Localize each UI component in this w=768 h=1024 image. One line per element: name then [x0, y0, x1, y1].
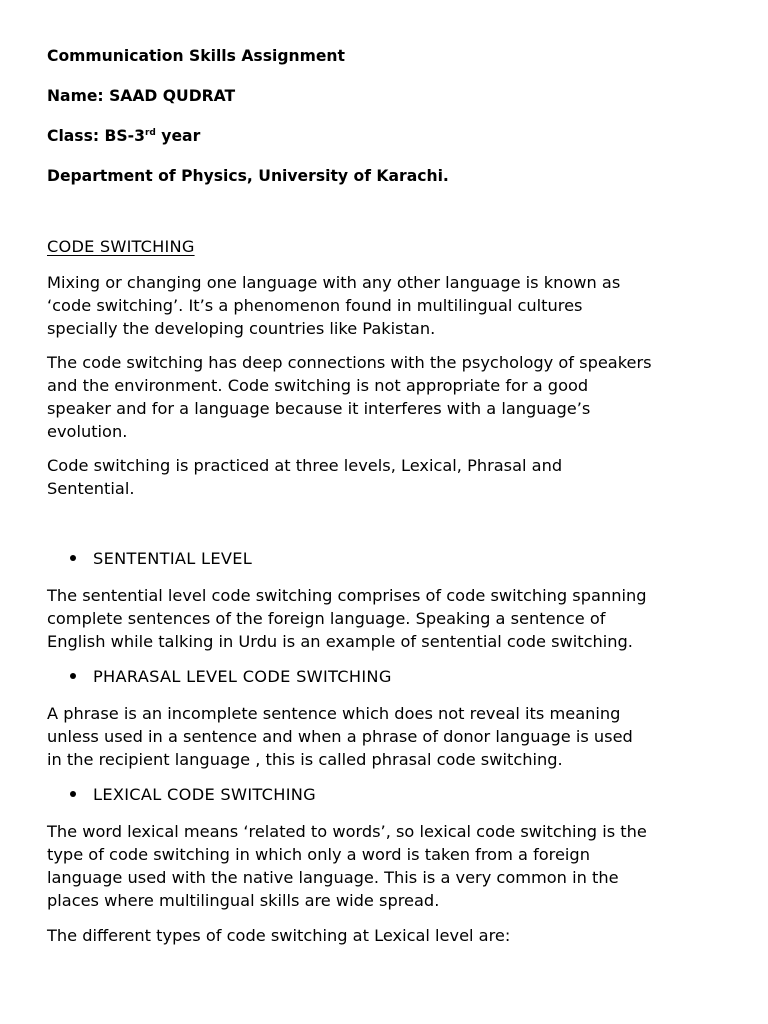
paragraph-line: A phrase is an incomplete sentence which does not reveal its meaning [47, 704, 621, 723]
bullet-sentential-level [70, 548, 252, 570]
closing-line [47, 924, 737, 947]
paragraph-line: The word lexical means ‘related to words’, so lexical code switching is the [47, 822, 647, 841]
class-superscript: rd [144, 128, 156, 138]
paragraph-line: type of code switching in which only a word is taken from a foreign [47, 845, 590, 864]
assignment-title: Communication Skills Assignment [47, 47, 345, 65]
student-class [47, 125, 200, 147]
bullet-icon [70, 555, 76, 561]
paragraph-line: language used with the native language. This is a very common in the [47, 868, 619, 887]
paragraph-definition [47, 271, 737, 340]
paragraph-line: The different types of code switching at Lexical level are: [47, 926, 511, 945]
paragraph-line: and the environment. Code switching is not appropriate for a good [47, 376, 589, 395]
bullet-lexical-level [70, 784, 316, 806]
paragraph-line: evolution. [47, 422, 128, 441]
paragraph-phrasal [47, 702, 737, 771]
paragraph-line: ‘code switching’. It’s a phenomenon found in multilingual cultures [47, 296, 583, 315]
paragraph-line: Mixing or changing one language with any other language is known as [47, 273, 621, 292]
bullet-label: PHARASAL LEVEL CODE SWITCHING [93, 667, 392, 686]
bullet-icon [70, 673, 76, 679]
paragraph-line: speaker and for a language because it interferes with a language’s [47, 399, 591, 418]
bullet-label: LEXICAL CODE SWITCHING [93, 785, 317, 804]
paragraph-line: specially the developing countries like Pakistan. [47, 319, 436, 338]
student-name: Name: SAAD QUDRAT [47, 87, 236, 105]
paragraph-line: Code switching is practiced at three levels, Lexical, Phrasal and [47, 456, 563, 475]
bullet-label: SENTENTIAL LEVEL [93, 549, 253, 568]
paragraph-sentential [47, 584, 737, 653]
paragraph-line: The code switching has deep connections with the psychology of speakers [47, 353, 652, 372]
bullet-icon [70, 791, 76, 797]
paragraph-line: Sentential. [47, 479, 135, 498]
paragraph-line: places where multilingual skills are wide spread. [47, 891, 440, 910]
class-prefix: Class: BS-3 [47, 127, 145, 145]
class-suffix: year [155, 127, 201, 145]
paragraph-levels [47, 454, 737, 500]
paragraph-line: The sentential level code switching comprises of code switching spanning [47, 586, 647, 605]
paragraph-lexical [47, 820, 737, 912]
paragraph-line: English while talking in Urdu is an example of sentential code switching. [47, 632, 633, 651]
paragraph-line: complete sentences of the foreign language. Speaking a sentence of [47, 609, 606, 628]
bullet-phrasal-level [70, 666, 392, 688]
paragraph-line: in the recipient language , this is called phrasal code switching. [47, 750, 563, 769]
paragraph-line: unless used in a sentence and when a phrase of donor language is used [47, 727, 633, 746]
department: Department of Physics, University of Karachi. [47, 167, 449, 185]
paragraph-psychology [47, 351, 737, 443]
section-heading: CODE SWITCHING [47, 237, 195, 256]
